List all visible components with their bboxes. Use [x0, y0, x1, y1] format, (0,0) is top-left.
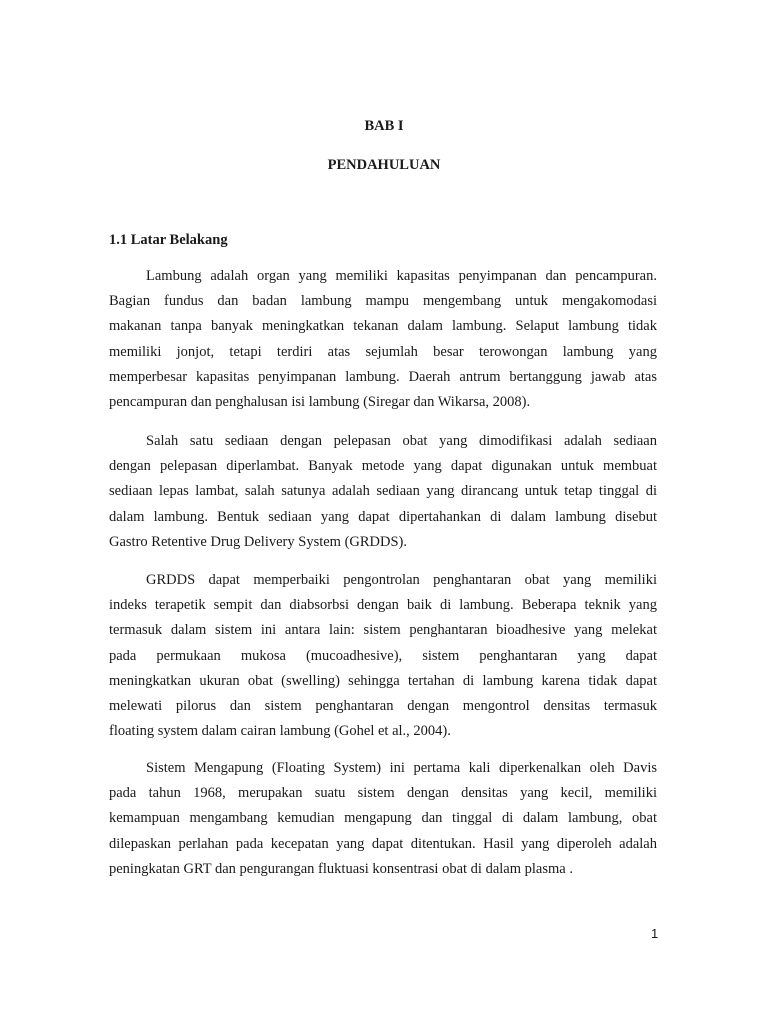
text-line: kemampuan mengambang kemudian mengapung dan tinggal di dalam lambung, obat: [109, 810, 657, 827]
text-line: dalam lambung. Bentuk sediaan yang dapat dipertahankan di dalam lambung disebut: [109, 508, 657, 525]
text-line: makanan tanpa banyak meningkatkan tekanan dalam lambung. Selaput lambung tidak: [109, 318, 657, 335]
section-heading: 1.1 Latar Belakang: [109, 232, 228, 248]
text-line: Sistem Mengapung (Floating System) ini pertama kali diperkenalkan oleh Davis: [146, 760, 657, 776]
text-line: memiliki jonjot, tetapi terdiri atas sejumlah besar terowongan lambung yang: [109, 343, 657, 360]
text-line: termasuk dalam sistem ini antara lain: sistem penghantaran bioadhesive yang melekat: [109, 622, 657, 639]
text-line: melewati pilorus dan sistem penghantaran dengan mengontrol densitas termasuk: [109, 697, 657, 714]
text-line: Bagian fundus dan badan lambung mampu mengembang untuk mengakomodasi: [109, 293, 657, 310]
text-line: Lambung adalah organ yang memiliki kapasitas penyimpanan dan pencampuran.: [146, 268, 657, 284]
paragraph-2: [109, 429, 657, 555]
paragraph-4: [109, 756, 657, 882]
chapter-number: BAB I: [364, 118, 404, 134]
text-line: pada tahun 1968, merupakan suatu sistem dengan densitas yang kecil, memiliki: [109, 785, 657, 802]
page-number: 1: [651, 926, 659, 941]
text-line: floating system dalam cairan lambung (Gohel et al., 2004).: [109, 723, 451, 740]
text-line: Salah satu sediaan dengan pelepasan obat yang dimodifikasi adalah sediaan: [146, 433, 657, 449]
text-line: GRDDS dapat memperbaiki pengontrolan penghantaran obat yang memiliki: [146, 572, 657, 588]
paragraph-1: [109, 264, 657, 415]
text-line: memperbesar kapasitas penyimpanan lambung. Daerah antrum bertanggung jawab atas: [109, 368, 657, 385]
text-line: Gastro Retentive Drug Delivery System (GRDDS).: [109, 533, 408, 550]
text-line: pada permukaan mukosa (mucoadhesive), sistem penghantaran yang dapat: [109, 647, 657, 664]
text-line: meningkatkan ukuran obat (swelling) sehingga tertahan di lambung karena tidak dapat: [109, 672, 657, 689]
text-line: indeks terapetik sempit dan diabsorbsi dengan baik di lambung. Beberapa teknik yang: [109, 597, 657, 614]
chapter-title: PENDAHULUAN: [327, 157, 441, 173]
text-line: dilepaskan perlahan pada kecepatan yang dapat ditentukan. Hasil yang diperoleh adalah: [109, 835, 657, 852]
paragraph-3: [109, 568, 657, 744]
text-line: dengan pelepasan diperlambat. Banyak metode yang dapat digunakan untuk membuat: [109, 458, 657, 475]
text-line: pencampuran dan penghalusan isi lambung (Siregar dan Wikarsa, 2008).: [109, 393, 531, 410]
text-line: sediaan lepas lambat, salah satunya adalah sediaan yang dirancang untuk tetap tinggal di: [109, 483, 657, 500]
text-line: peningkatan GRT dan pengurangan fluktuasi konsentrasi obat di dalam plasma .: [109, 860, 573, 877]
